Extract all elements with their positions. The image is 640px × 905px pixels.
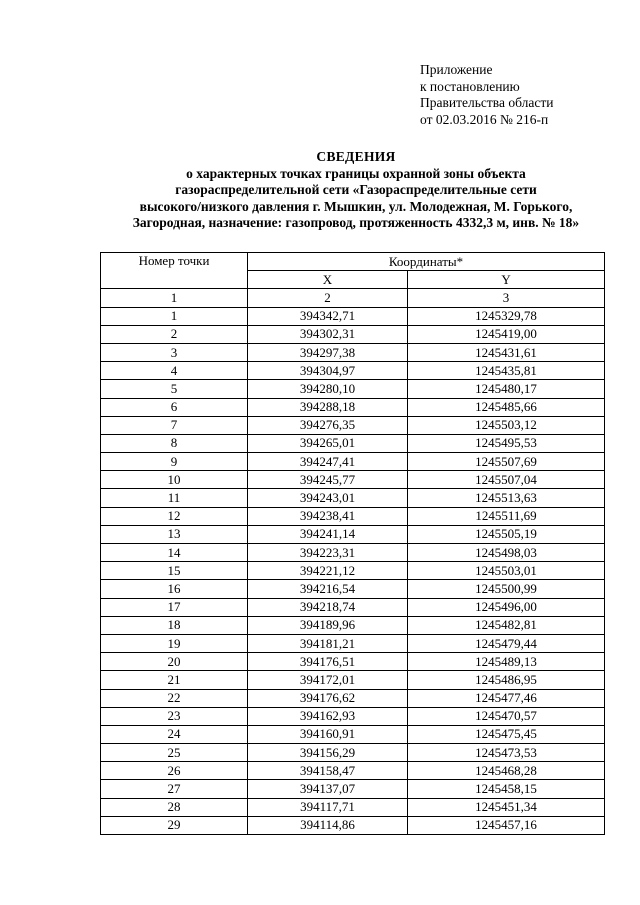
y-coordinate-cell: 1245458,15 [408,780,605,798]
table-row [101,598,605,616]
y-coordinate-cell: 1245475,45 [408,725,605,743]
y-coordinate-cell: 1245485,66 [408,398,605,416]
table-row [101,562,605,580]
x-coordinate-cell: 394114,86 [248,816,408,834]
y-coordinate-cell: 1245495,53 [408,434,605,452]
point-number-cell: 26 [101,762,248,780]
point-number-cell: 13 [101,525,248,543]
point-number-cell: 19 [101,634,248,652]
table-row [101,471,605,489]
point-number-cell: 10 [101,471,248,489]
point-number-cell: 22 [101,689,248,707]
table-row [101,616,605,634]
column-number: 2 [248,289,408,307]
x-coordinate-cell: 394189,96 [248,616,408,634]
y-coordinate-cell: 1245513,63 [408,489,605,507]
table-row [101,525,605,543]
y-coordinate-cell: 1245329,78 [408,307,605,325]
x-coordinate-cell: 394176,51 [248,653,408,671]
point-number-cell: 11 [101,489,248,507]
point-number-cell: 18 [101,616,248,634]
y-coordinate-cell: 1245431,61 [408,343,605,361]
table-row [101,307,605,325]
y-coordinate-cell: 1245468,28 [408,762,605,780]
x-coordinate-cell: 394265,01 [248,434,408,452]
table-row [101,816,605,834]
appendix-line: от 02.03.2016 № 216-п [420,111,549,127]
y-coordinate-cell: 1245486,95 [408,671,605,689]
x-coordinate-cell: 394288,18 [248,398,408,416]
table-row [101,380,605,398]
document-title: СВЕДЕНИЯ [316,149,396,164]
point-number-cell: 1 [101,307,248,325]
point-number-cell: 5 [101,380,248,398]
y-coordinate-cell: 1245482,81 [408,616,605,634]
header-x: X [248,271,408,289]
column-number: 1 [101,289,248,307]
column-number-row [101,289,605,307]
y-coordinate-cell: 1245503,12 [408,416,605,434]
y-coordinate-cell: 1245505,19 [408,525,605,543]
column-number: 3 [408,289,605,307]
x-coordinate-cell: 394342,71 [248,307,408,325]
table-row [101,780,605,798]
appendix-line: к постановлению [420,78,520,94]
table-row [101,434,605,452]
coordinates-table [100,252,605,835]
document-heading [96,149,616,232]
x-coordinate-cell: 394137,07 [248,780,408,798]
header-coordinates: Координаты* [248,253,605,271]
point-number-cell: 14 [101,544,248,562]
x-coordinate-cell: 394172,01 [248,671,408,689]
table-row [101,453,605,471]
table-row [101,544,605,562]
table-row [101,725,605,743]
y-coordinate-cell: 1245477,46 [408,689,605,707]
table-row [101,798,605,816]
appendix-line: Правительства области [420,95,554,111]
x-coordinate-cell: 394162,93 [248,707,408,725]
table-row [101,416,605,434]
x-coordinate-cell: 394245,77 [248,471,408,489]
table-row [101,653,605,671]
heading-line: высокого/низкого давления г. Мышкин, ул. Молодежная, М. Горького, [139,198,573,214]
table-row [101,343,605,361]
x-coordinate-cell: 394297,38 [248,343,408,361]
y-coordinate-cell: 1245498,03 [408,544,605,562]
point-number-cell: 9 [101,453,248,471]
point-number-cell: 25 [101,744,248,762]
y-coordinate-cell: 1245470,57 [408,707,605,725]
appendix-block [420,62,553,128]
x-coordinate-cell: 394243,01 [248,489,408,507]
y-coordinate-cell: 1245489,13 [408,653,605,671]
point-number-cell: 15 [101,562,248,580]
point-number-cell: 12 [101,507,248,525]
point-number-cell: 8 [101,434,248,452]
x-coordinate-cell: 394156,29 [248,744,408,762]
point-number-cell: 16 [101,580,248,598]
point-number-cell: 23 [101,707,248,725]
y-coordinate-cell: 1245457,16 [408,816,605,834]
heading-line: Загородная, назначение: газопровод, протяженность 4332,3 м, инв. № 18» [132,215,580,231]
point-number-cell: 17 [101,598,248,616]
y-coordinate-cell: 1245480,17 [408,380,605,398]
table-body [101,307,605,834]
point-number-cell: 4 [101,362,248,380]
x-coordinate-cell: 394117,71 [248,798,408,816]
y-coordinate-cell: 1245473,53 [408,744,605,762]
y-coordinate-cell: 1245507,04 [408,471,605,489]
table-row [101,762,605,780]
x-coordinate-cell: 394302,31 [248,325,408,343]
table-row [101,744,605,762]
heading-line: газораспределительной сети «Газораспределительные сети [175,182,537,198]
x-coordinate-cell: 394247,41 [248,453,408,471]
table-row [101,707,605,725]
table-row [101,362,605,380]
y-coordinate-cell: 1245435,81 [408,362,605,380]
point-number-cell: 29 [101,816,248,834]
x-coordinate-cell: 394238,41 [248,507,408,525]
point-number-cell: 3 [101,343,248,361]
x-coordinate-cell: 394218,74 [248,598,408,616]
x-coordinate-cell: 394241,14 [248,525,408,543]
point-number-cell: 2 [101,325,248,343]
x-coordinate-cell: 394221,12 [248,562,408,580]
table-row [101,489,605,507]
point-number-cell: 6 [101,398,248,416]
y-coordinate-cell: 1245496,00 [408,598,605,616]
point-number-cell: 7 [101,416,248,434]
table-row [101,325,605,343]
header-row [101,253,605,271]
table-row [101,580,605,598]
x-coordinate-cell: 394223,31 [248,544,408,562]
x-coordinate-cell: 394280,10 [248,380,408,398]
x-coordinate-cell: 394216,54 [248,580,408,598]
y-coordinate-cell: 1245503,01 [408,562,605,580]
y-coordinate-cell: 1245479,44 [408,634,605,652]
table-row [101,398,605,416]
y-coordinate-cell: 1245451,34 [408,798,605,816]
point-number-cell: 27 [101,780,248,798]
table-row [101,634,605,652]
y-coordinate-cell: 1245511,69 [408,507,605,525]
header-point-number: Номер точки [101,253,248,289]
x-coordinate-cell: 394158,47 [248,762,408,780]
x-coordinate-cell: 394276,35 [248,416,408,434]
appendix-line: Приложение [420,62,493,77]
table-header [101,253,605,308]
point-number-cell: 28 [101,798,248,816]
x-coordinate-cell: 394181,21 [248,634,408,652]
x-coordinate-cell: 394176,62 [248,689,408,707]
table-row [101,689,605,707]
heading-line: о характерных точках границы охранной зоны объекта [186,165,526,181]
y-coordinate-cell: 1245500,99 [408,580,605,598]
point-number-cell: 20 [101,653,248,671]
point-number-cell: 24 [101,725,248,743]
table-row [101,671,605,689]
table-row [101,507,605,525]
y-coordinate-cell: 1245507,69 [408,453,605,471]
y-coordinate-cell: 1245419,00 [408,325,605,343]
x-coordinate-cell: 394160,91 [248,725,408,743]
point-number-cell: 21 [101,671,248,689]
x-coordinate-cell: 394304,97 [248,362,408,380]
header-y: Y [408,271,605,289]
